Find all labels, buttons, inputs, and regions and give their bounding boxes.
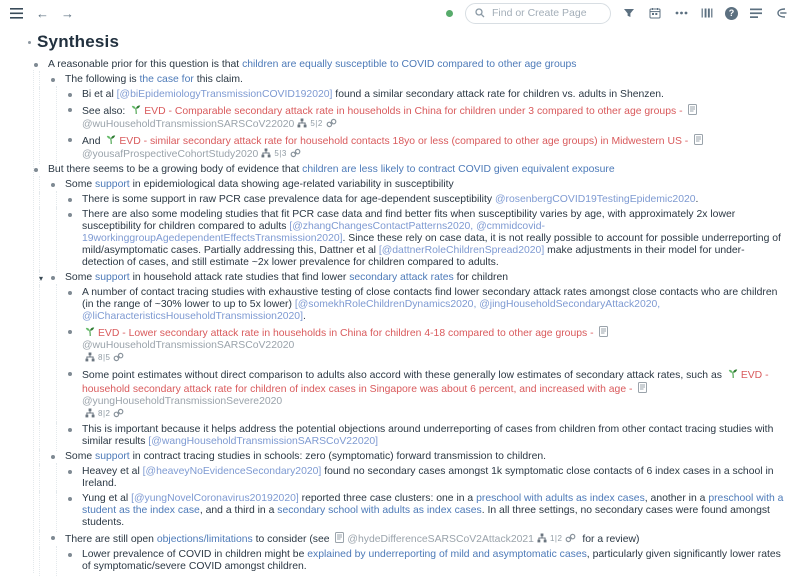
page-link[interactable]: children are less likely to contract COVID given equivalent exposure [302,164,615,175]
forward-arrow-icon[interactable]: → [61,5,74,21]
indent-guide [51,287,68,323]
text: Some [65,451,96,462]
indent-guide [34,179,51,191]
bullet[interactable] [68,553,72,557]
text: A number of contact tracing studies with exhaustive testing of close contacts find lower secondary attack rates amongst close contacts who are children (in the range of ~30% lower to up to 5x lower) [82,287,778,310]
page-link[interactable]: children are equally susceptible to COVID compared to other age groups [242,59,577,70]
text: . [695,194,699,205]
page-icon [694,134,703,145]
outline-row [34,179,784,191]
indent-guide [51,466,68,490]
outline-row [34,74,784,86]
block-text [82,326,784,365]
outline-row [34,134,784,161]
bullet-cell [68,194,82,202]
bullet-cell [68,134,82,142]
block-text [82,466,784,490]
page-link[interactable]: preschool with a student as the index case [82,493,784,516]
block-text [82,287,784,323]
indent-guide [34,493,51,529]
outline-row [34,549,784,573]
menu-icon[interactable] [8,5,24,21]
chain-icon[interactable] [326,118,337,128]
more-icon[interactable] [673,5,689,21]
text: to consider (see [252,534,333,545]
back-arrow-icon[interactable]: ← [36,5,49,21]
text: There is some support in raw PCR case prevalence data for age-dependent susceptibility [82,194,495,205]
block-text [48,59,784,71]
block-text [82,104,784,131]
search-icon [475,8,485,18]
indent-guide [34,104,51,131]
block-text [82,549,784,573]
bullet[interactable] [68,93,72,97]
search-box[interactable] [465,3,611,24]
evd-icon [131,104,141,115]
indent-guide [34,89,51,101]
indent-guide [51,424,68,448]
text: But there seems to be a growing body of evidence that [48,164,303,175]
tree-icon[interactable] [85,352,95,362]
outline-row [34,164,784,176]
indent-guide [51,194,68,206]
text: There are also some modeling studies that fit PCR case data and find better fits when susceptibility varies by age, with approximately 2x lower susceptibility for children compared to adults [82,209,736,232]
page-link[interactable]: support [95,451,130,462]
page-icon [335,532,344,543]
bullet-cell [39,272,65,283]
evd-icon [106,134,116,145]
text: make adjustments in their model for under-detection of cases, and still estimate ~2x lower prevalence for children compared to adults. [82,245,745,268]
help-icon[interactable]: ? [725,7,738,20]
bullet[interactable] [68,372,72,376]
text: , and a third in a [199,505,278,516]
sidebar-icon[interactable] [699,5,715,21]
text: for children [453,272,509,283]
block-text [82,368,784,421]
block-text [82,89,784,101]
evd-icon [728,368,738,379]
text: A reasonable prior for this question is that [48,59,243,70]
indent-guide [34,209,51,269]
bullet-cell [68,424,82,432]
indent-guide [34,326,51,365]
text: . In all three settings, no secondary cases were found amongst students. [82,505,770,528]
bullet-cell [68,493,82,501]
bullet-cell [51,451,65,459]
bullet-cell [68,209,82,217]
citation-link[interactable]: [@yungNovelCoronavirus20192020] [131,493,299,504]
filter-icon[interactable] [621,5,637,21]
page-link[interactable]: objections/limitations [156,534,253,545]
bullet[interactable] [68,108,72,112]
ref-counts: 8|2 [98,409,111,418]
outline-row [34,194,784,206]
citation-link[interactable]: [@biEpidemiologyTransmissionCOVID192020] [116,89,333,100]
page-link[interactable]: secondary school with adults as index cases [277,505,482,516]
align-icon[interactable] [748,5,764,21]
text: . Since these rely on case data, it is not really possible to account for possible underreporting of mild/asymptomatic cases. Partially addressing this, Dattner et al [82,233,781,256]
outline-row [34,493,784,529]
outline-row [34,209,784,269]
bullet[interactable] [51,455,55,459]
outline-row [34,272,784,284]
collapse-caret-icon[interactable]: ▾ [39,274,44,283]
text: . [302,311,306,322]
indent-guide [34,466,51,490]
text: Yung et al [82,493,132,504]
text: This is important because it helps address the potential objections around underreporting of cases from children from other contact tracing studies with similar results [82,424,774,447]
bullet[interactable] [51,536,55,540]
citation-link[interactable]: [@dattnerRoleChildrenSpread2020] [378,245,545,256]
indent-guide [51,89,68,101]
text: The following is [65,74,140,85]
page-link[interactable]: preschool with adults as index cases [476,493,645,504]
evidence-link[interactable]: EVD - Comparable secondary attack rate in households in China for children under 3 compared to other age groups - [144,106,686,117]
page-link[interactable]: explained by underreporting of mild and asymptomatic cases [307,549,587,560]
citation-ref[interactable]: @wuHouseholdTransmissionSARSCoV22020 [82,119,295,130]
indent-guide [34,194,51,206]
ref-counts: 5|2 [310,119,323,128]
outline-row [34,368,784,421]
bullet[interactable] [68,291,72,295]
bullet-cell [34,59,48,67]
title-bullet [28,41,31,44]
indent-guide [34,287,51,323]
block-text [65,179,784,191]
sync-status-dot [446,10,453,17]
calendar-icon[interactable] [647,5,663,21]
text: in contract tracing studies in schools: zero (symptomatic) forward transmission to children. [129,451,547,462]
text: Some [65,179,96,190]
outline-row [34,451,784,463]
bullet-cell [51,74,65,82]
bullet[interactable] [34,168,38,172]
bullet[interactable] [51,183,55,187]
bullet[interactable] [68,330,72,334]
collapse-right-icon[interactable] [774,5,790,21]
bullet[interactable] [68,138,72,142]
text: in epidemiological data showing age-related variability in susceptibility [129,179,454,190]
block-text [65,532,784,546]
block-text [82,493,784,529]
bullet-cell [51,179,65,187]
ref-counts: 1|2 [549,534,563,543]
bullet-cell [68,326,82,334]
block-text [82,209,784,269]
bullet[interactable] [51,78,55,82]
bullet-cell [68,287,82,295]
page-link[interactable]: support [95,272,130,283]
outline-row [34,104,784,131]
text: , particularly given significantly lower rates of symptomatic/severe COVID amongst children. [82,549,781,572]
indent-guide [51,493,68,529]
indent-guide [51,368,68,421]
page-link[interactable]: support [95,179,130,190]
search-input[interactable] [490,6,601,20]
indent-guide [34,134,51,161]
text: found no secondary cases amongst 1k symptomatic close contacts of 6 index cases in a school in Ireland. [82,466,774,489]
chain-icon[interactable] [565,533,576,543]
bullet-cell [68,466,82,474]
citation-ref[interactable]: @hydeDifferenceSARSCoV2Attack2021 [347,534,534,545]
citation-link[interactable]: [@zhangChangesContactPatterns2020, @cmmidcovid-19workinggroupAgedependentEffectsTransmission2020] [82,221,545,244]
topbar-left [8,5,74,21]
bullet-cell [68,368,82,376]
text: , another in a [644,493,709,504]
citation-link[interactable]: [@heaveyNoEvidenceSecondary2020] [142,466,322,477]
evidence-link[interactable]: EVD - household secondary attack rate for children of index cases in Singapore was about 6 percent, and increased with age - [82,370,769,395]
block-text [65,451,784,463]
text: reported three case clusters: one in a [298,493,477,504]
bullet[interactable] [68,213,72,217]
text: Heavey et al [82,466,143,477]
bullet[interactable] [68,198,72,202]
indent-guide [51,209,68,269]
indent-guide [34,532,51,546]
indent-guide [34,451,51,463]
text: And [82,136,104,147]
outline-row [34,287,784,323]
citation-link[interactable]: [@somekhRoleChildrenDynamics2020, @jingHouseholdSecondaryAttack2020, @liCharacteristicsHouseholdTransmission2020] [82,299,661,322]
outline-row [34,326,784,365]
bullet-cell [68,104,82,112]
text: this claim. [193,74,243,85]
outline-row [34,424,784,448]
outline-row [34,89,784,101]
page-link[interactable]: the case for [139,74,194,85]
block-text [48,164,784,176]
ref-counts: 5|3 [274,149,287,158]
tree-icon[interactable] [261,148,271,158]
bullet-cell [68,549,82,557]
chain-icon[interactable] [113,352,124,362]
tree-icon[interactable] [85,408,95,418]
bullet[interactable] [68,497,72,501]
citation-link[interactable]: @rosenbergCOVID19TestingEpidemic2020 [494,194,696,205]
outline [0,59,792,573]
tree-icon[interactable] [537,533,547,543]
chain-icon[interactable] [113,408,124,418]
topbar-right [446,3,790,24]
outline-row [34,59,784,71]
citation-link[interactable]: [@wangHouseholdTransmissionSARSCoV22020] [148,436,379,447]
indent-guide [51,326,68,365]
block-text [82,424,784,448]
outline-row [34,466,784,490]
indent-guide [51,104,68,131]
text: Bi et al [82,89,117,100]
page-title-row [0,32,792,52]
text: Lower prevalence of COVID in children might be [82,549,308,560]
text: There are still open [65,534,157,545]
indent-guide [51,549,68,573]
bullet[interactable] [68,428,72,432]
text: See also: [82,106,129,117]
indent-guide [34,549,51,573]
indent-guide [34,368,51,421]
evidence-link[interactable]: EVD - Lower secondary attack rate in households in China for children 4-18 compared to other age groups - [98,328,597,339]
indent-guide [51,134,68,161]
bullet-cell [68,89,82,97]
tree-icon[interactable] [297,118,307,128]
indent-guide [34,424,51,448]
block-text [82,134,784,161]
page-content [0,26,800,573]
indent-guide [34,74,51,86]
outline-row [34,532,784,546]
bullet[interactable] [51,276,55,280]
page-icon [688,104,697,115]
bullet-cell [51,532,65,540]
page-link[interactable]: secondary attack rates [349,272,454,283]
text: Some point estimates without direct comparison to adults also accord with these generally low estimates of secondary attack rates, such as [82,370,725,381]
topbar [0,0,800,26]
citation-ref[interactable]: @wuHouseholdTransmissionSARSCoV22020 [82,340,295,351]
evidence-link[interactable]: EVD - similar secondary attack rate for household contacts 18yo or less (compared to other age groups) in Midwestern US - [119,136,692,147]
citation-ref[interactable]: @yousafProspectiveCohortStudy2020 [82,149,259,160]
bullet-cell [34,164,48,172]
chain-icon[interactable] [290,148,301,158]
citation-ref[interactable]: @yungHouseholdTransmissionSevere2020 [82,396,283,407]
page-icon [638,382,647,393]
block-text [65,272,784,284]
block-text [65,74,784,86]
evd-icon [85,326,95,337]
text: found a similar secondary attack rate for children vs. adults in Shenzen. [332,89,664,100]
page-icon [599,326,608,337]
page-title[interactable]: Synthesis [37,32,120,51]
text: Some [65,272,96,283]
bullet[interactable] [34,63,38,67]
ref-counts: 8|5 [98,353,111,362]
text: in household attack rate studies that find lower [129,272,350,283]
text: for a review) [579,534,640,545]
block-text [82,194,784,206]
bullet[interactable] [68,470,72,474]
